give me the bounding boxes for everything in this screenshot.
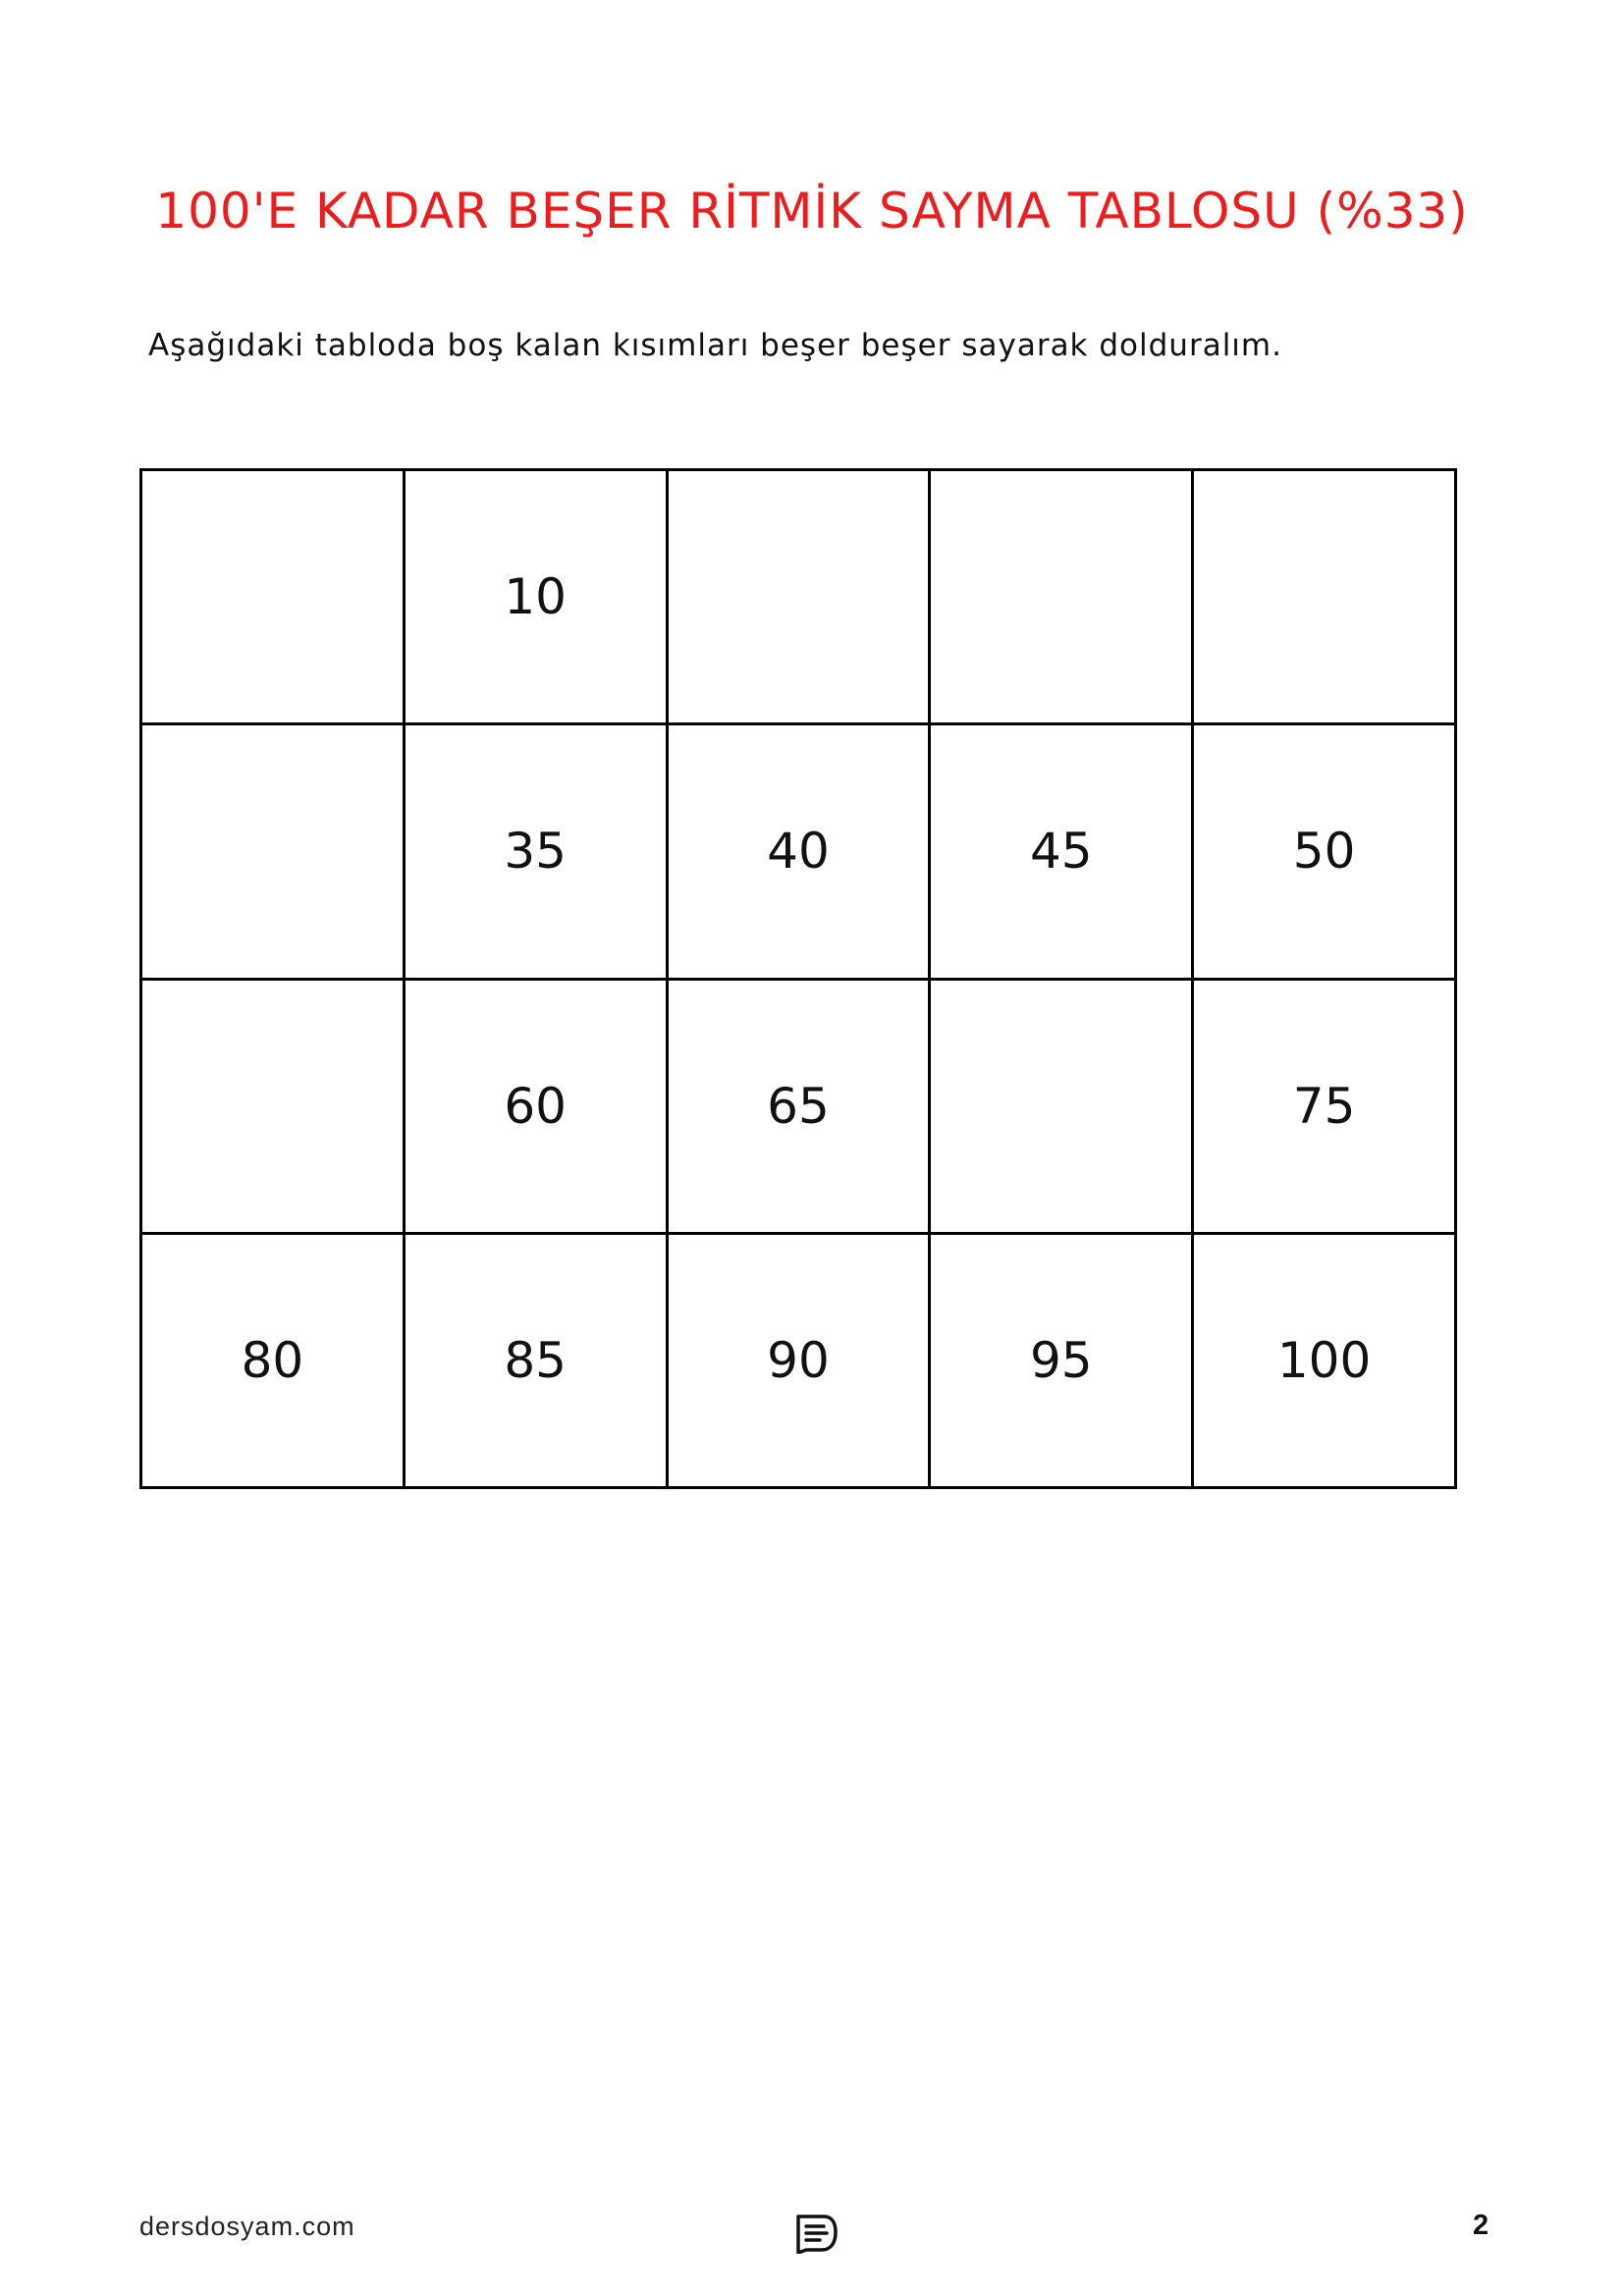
table-row <box>141 1233 1456 1487</box>
table-cell[interactable]: 35 <box>404 724 667 979</box>
table-cell[interactable] <box>667 470 930 724</box>
table-cell[interactable]: 65 <box>667 979 930 1233</box>
table-cell[interactable]: 95 <box>930 1233 1193 1487</box>
table-cell[interactable]: 80 <box>141 1233 405 1487</box>
table-cell[interactable]: 50 <box>1193 724 1456 979</box>
table-cell[interactable]: 90 <box>667 1233 930 1487</box>
table-cell[interactable]: 75 <box>1193 979 1456 1233</box>
table-cell[interactable]: 10 <box>404 470 667 724</box>
instruction-text: Aşağıdaki tabloda boş kalan kısımları beşer beşer sayarak dolduralım. <box>148 328 1282 363</box>
table-cell[interactable] <box>141 979 405 1233</box>
table-row <box>141 470 1456 724</box>
footer-site-link[interactable]: dersdosyam.com <box>139 2212 355 2241</box>
table-cell[interactable] <box>930 979 1193 1233</box>
table-cell[interactable]: 60 <box>404 979 667 1233</box>
table-row <box>141 724 1456 979</box>
table-cell[interactable] <box>141 724 405 979</box>
table-cell[interactable]: 40 <box>667 724 930 979</box>
table-cell[interactable]: 100 <box>1193 1233 1456 1487</box>
page-number: 2 <box>1473 2210 1489 2241</box>
table-cell[interactable]: 45 <box>930 724 1193 979</box>
table-cell[interactable] <box>930 470 1193 724</box>
table-cell[interactable] <box>1193 470 1456 724</box>
table-cell[interactable] <box>141 470 405 724</box>
page-title: 100'E KADAR BEŞER RİTMİK SAYMA TABLOSU (%33) <box>155 182 1469 240</box>
table-cell[interactable]: 85 <box>404 1233 667 1487</box>
table-row <box>141 979 1456 1233</box>
counting-table <box>139 468 1457 1489</box>
document-lines-icon <box>794 2213 839 2254</box>
